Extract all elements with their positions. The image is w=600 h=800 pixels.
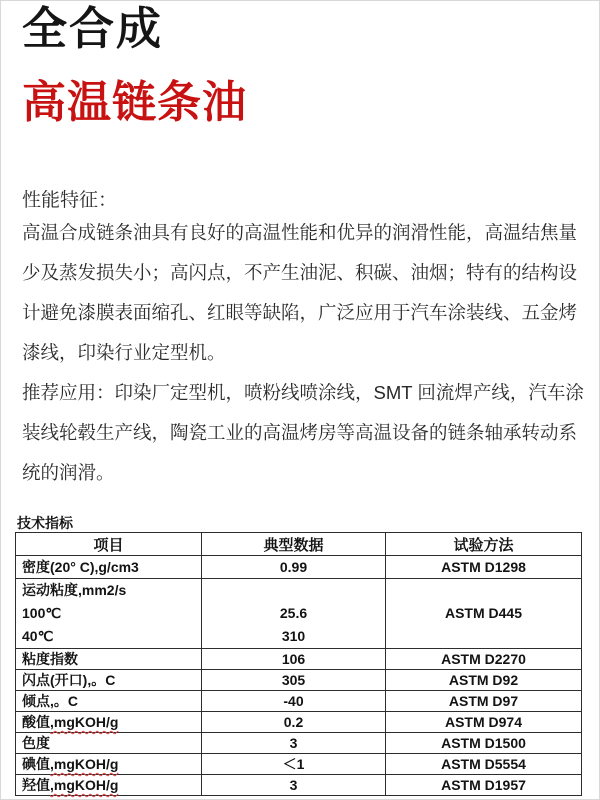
- spec-value: 106: [202, 649, 386, 670]
- spec-row-flash-point: [16, 670, 582, 691]
- spec-method: ASTM D1957: [386, 775, 582, 796]
- spec-row-density: [16, 556, 582, 579]
- spec-value: 305: [202, 670, 386, 691]
- spec-method: ASTM D97: [386, 691, 582, 712]
- product-title-line2: 高温链条油: [22, 78, 247, 127]
- spec-value: 0.99: [202, 556, 386, 579]
- product-title-line1: 全合成: [22, 3, 164, 54]
- spec-item: 粘度指数: [16, 649, 202, 670]
- applications-line: 统的润滑。: [22, 462, 115, 483]
- specs-table-heading: 技术指标: [17, 515, 73, 531]
- spec-row-viscosity: [16, 579, 582, 649]
- features-line: 高温合成链条油具有良好的高温性能和优异的润滑性能，高温结焦量: [22, 222, 578, 243]
- specs-table: [15, 532, 582, 796]
- spec-item: 色度: [16, 733, 202, 754]
- spec-method: ASTM D5554: [386, 754, 582, 775]
- features-line: 漆线，印染行业定型机。: [22, 342, 226, 363]
- spec-item-unit: ,mgKOH/g: [50, 777, 119, 793]
- spec-row-iodine-value: [16, 754, 582, 775]
- spec-method: ASTM D92: [386, 670, 582, 691]
- spec-value: 0.2: [202, 712, 386, 733]
- specs-header-row: [16, 533, 582, 556]
- applications-line: 装线轮毂生产线，陶瓷工业的高温烤房等高温设备的链条轴承转动系: [22, 422, 578, 443]
- spec-item: 酸值: [22, 714, 50, 730]
- header-item: 项目: [16, 533, 202, 556]
- spec-method: ASTM D974: [386, 712, 582, 733]
- spec-method-multiline: ASTM D445: [444, 605, 523, 621]
- applications-line: 推荐应用：印染厂定型机，喷粉线喷涂线，SMT 回流焊产线，汽车涂: [22, 382, 584, 403]
- spec-row-hydroxyl-value: [16, 775, 582, 796]
- spec-value: -40: [202, 691, 386, 712]
- spec-item: 密度(20° C),g/cm3: [16, 556, 202, 579]
- spec-method: ASTM D2270: [386, 649, 582, 670]
- spec-value-multiline: 25.6 310: [279, 605, 308, 644]
- spec-item: 闪点(开口),。C: [16, 670, 202, 691]
- spec-item: 碘值: [22, 756, 50, 772]
- spec-method: ASTM D1500: [386, 733, 582, 754]
- features-line: 计避免漆膜表面缩孔、红眼等缺陷，广泛应用于汽车涂装线、五金烤: [22, 302, 578, 323]
- spec-value: 3: [202, 733, 386, 754]
- spec-value: ＜1: [202, 754, 386, 775]
- spec-value: 3: [202, 775, 386, 796]
- spec-item-unit: ,mgKOH/g: [50, 714, 119, 730]
- spec-row-acid-value: [16, 712, 582, 733]
- spec-row-viscosity-index: [16, 649, 582, 670]
- spec-row-color: [16, 733, 582, 754]
- spec-item-multiline: 运动粘度,mm2/s 100℃ 40℃: [22, 582, 127, 644]
- spec-item: 倾点,。C: [16, 691, 202, 712]
- features-heading: 性能特征：: [22, 190, 118, 211]
- features-line: 少及蒸发损失小；高闪点，不产生油泥、积碳、油烟；特有的结构设: [22, 262, 578, 283]
- header-test-method: 试验方法: [386, 533, 582, 556]
- spec-method: ASTM D1298: [386, 556, 582, 579]
- spec-row-pour-point: [16, 691, 582, 712]
- spec-item: 羟值: [22, 777, 50, 793]
- spec-item-unit: ,mgKOH/g: [50, 756, 119, 772]
- applications-paragraph: [22, 373, 590, 493]
- features-paragraph: [22, 213, 590, 373]
- header-typical-data: 典型数据: [202, 533, 386, 556]
